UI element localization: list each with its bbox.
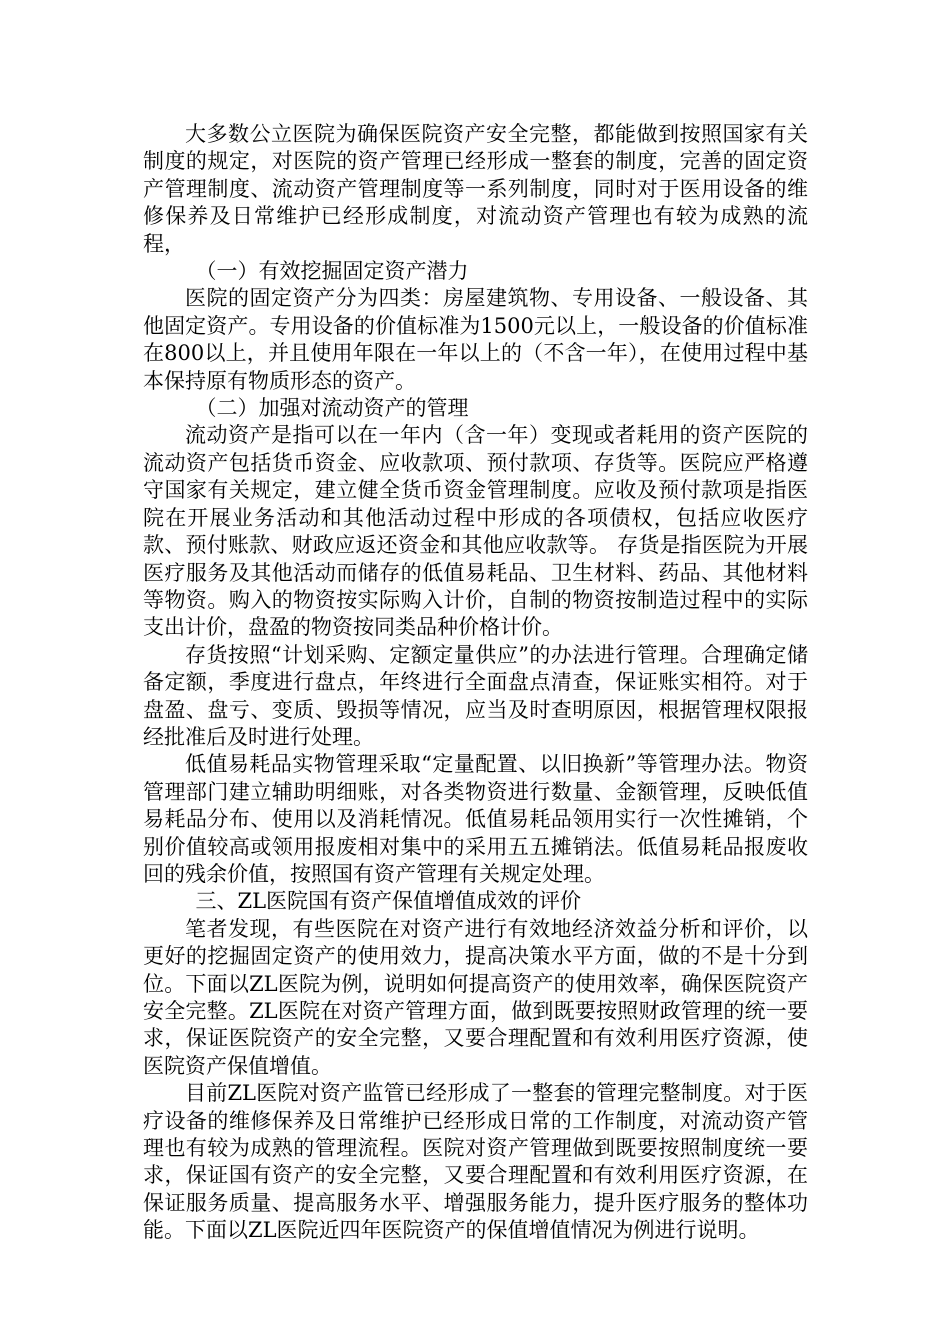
paragraph-current-assets: 流动资产是指可以在一年内（含一年）变现或者耗用的资产医院的流动资产包括货币资金、应收款项、预付款项、存货等。医院应严格遵守国家有关规定，建立健全货币资金管理制度。应收及预付款项是指医院在开展业务活动和其他活动过程中形成的各项债权，包括应收医疗款、预付账款、财政应返还资金和其他应收款等。 存货是指医院为开展医疗服务及其他活动而储存的低值易耗品、卫生材料、药品、其他材料等物资。购入的物资按实际购入计价，自制的物资按制造过程中的实际支出计价，盘盈的物资按同类品种价格计价。 [143, 423, 808, 640]
document-body [143, 121, 808, 1245]
paragraph-fixed-assets: 医院的固定资产分为四类：房屋建筑物、专用设备、一般设备、其他固定资产。专用设备的价值标准为1500元以上，一般设备的价值标准在800以上，并且使用年限在一年以上的（不含一年），在使用过程中基本保持原有物质形态的资产。 [143, 286, 808, 393]
paragraph-evaluation: 笔者发现，有些医院在对资产进行有效地经济效益分析和评价，以更好的挖掘固定资产的使用效力，提高决策水平方面，做的不是十分到位。下面以ZL医院为例，说明如何提高资产的使用效率，确保医院资产安全完整。ZL医院在对资产管理方面，做到既要按照财政管理的统一要求，保证医院资产的安全完整，又要合理配置和有效利用医疗资源，使医院资产保值增值。 [143, 916, 808, 1078]
paragraph-low-value-consumables: 低值易耗品实物管理采取“定量配置、以旧换新”等管理办法。物资管理部门建立辅助明细账，对各类物资进行数量、金额管理，反映低值易耗品分布、使用以及消耗情况。低值易耗品领用实行一次性摊销，个别价值较高或领用报废相对集中的采用五五摊销法。低值易耗品报废收回的残余价值，按照国有资产管理有关规定处理。 [143, 752, 808, 886]
section-heading-fixed-assets: （一）有效挖掘固定资产潜力 [195, 259, 469, 284]
section-heading-current-assets: （二）加强对流动资产的管理 [195, 396, 469, 421]
paragraph-inventory: 存货按照“计划采购、定额定量供应”的办法进行管理。合理确定储备定额，季度进行盘点，年终进行全面盘点清查，保证账实相符。对于盘盈、盘亏、变质、毁损等情况，应当及时查明原因，根据管理权限报经批准后及时进行处理。 [143, 642, 808, 749]
paragraph-intro: 大多数公立医院为确保医院资产安全完整，都能做到按照国家有关制度的规定，对医院的资产管理已经形成一整套的制度，完善的固定资产管理制度、流动资产管理制度等一系列制度，同时对于医用设备的维修保养及日常维护已经形成制度，对流动资产管理也有较为成熟的流程， [143, 122, 808, 256]
section-heading-evaluation: 三、ZL医院国有资产保值增值成效的评价 [195, 889, 582, 914]
paragraph-zl-hospital: 目前ZL医院对资产监管已经形成了一整套的管理完整制度。对于医疗设备的维修保养及日常维护已经形成日常的工作制度，对流动资产管理也有较为成熟的管理流程。医院对资产管理做到既要按照制度统一要求，保证国有资产的安全完整，又要合理配置和有效利用医疗资源，在保证服务质量、提高服务水平、增强服务能力，提升医疗服务的整体功能。下面以ZL医院近四年医院资产的保值增值情况为例进行说明。 [143, 1081, 808, 1243]
